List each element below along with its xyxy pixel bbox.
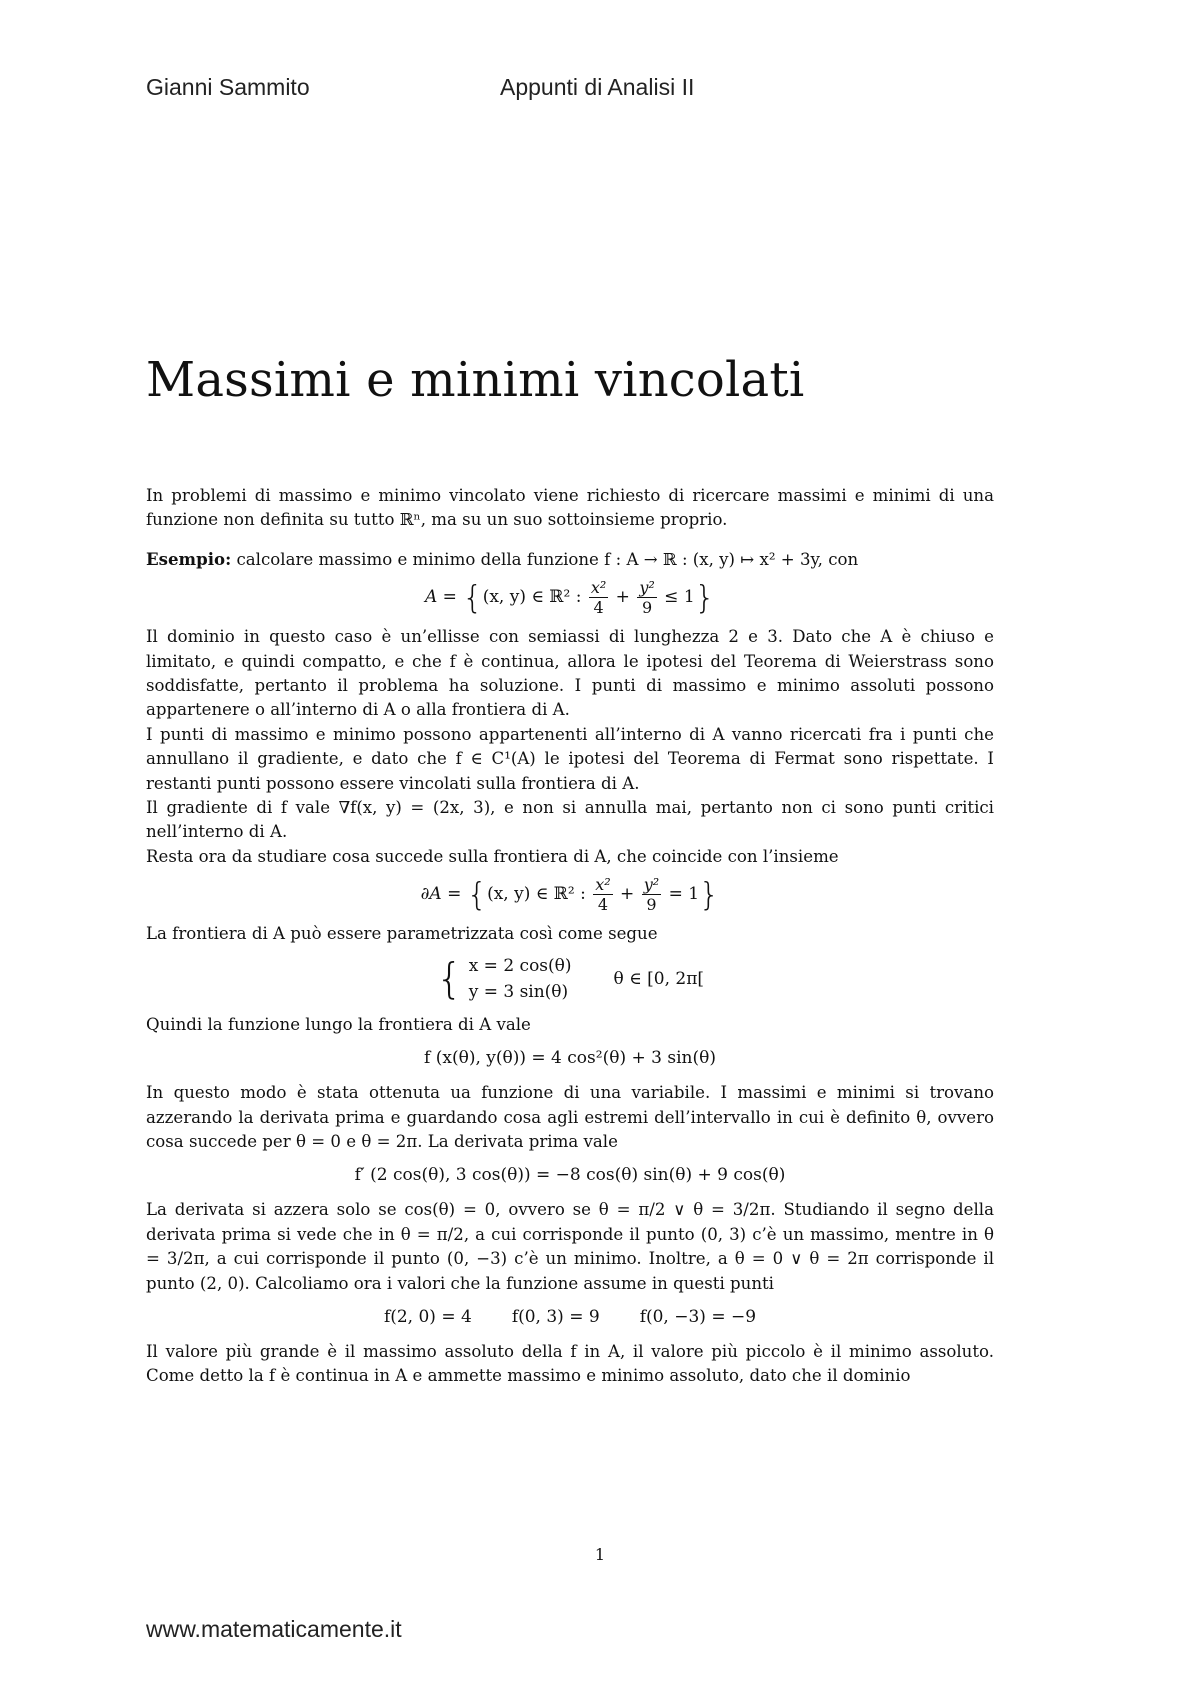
equation-derivative: f′ (2 cos(θ), 3 cos(θ)) = −8 cos(θ) sin(θ) + 9 cos(θ) [354, 1165, 786, 1186]
value-f-0-minus3: f(0, −3) = −9 [639, 1306, 757, 1327]
document-body [146, 484, 994, 1389]
fraction-y [642, 875, 661, 914]
fraction-y [637, 578, 656, 617]
fraction-y-numerator: y² [643, 875, 660, 895]
parametric-system [436, 953, 704, 1005]
header-course-title: Appunti di Analisi II [500, 74, 695, 100]
fraction-x-denominator: 4 [593, 598, 604, 618]
fraction-x-numerator: x² [595, 875, 611, 895]
boundary-function-paragraph: Quindi la funzione lungo la frontiera di A vale [146, 1014, 531, 1034]
zero-derivative-paragraph: La derivata si azzera solo se cos(θ) = 0, ovvero se θ = π/2 ∨ θ = 3/2π. Studiando il segno della derivata prima si vede che in θ = π/2, a cui corrisponde il punto (0, 3) c’è un massimo, mentre in θ = 3/2π, a cui corrisponde il punto (0, −3) c’è un minimo. Inoltre, a θ = 0 ∨ θ = 2π corrisponde il punto (2, 0). Calcoliamo ora i valori che la funzione assume in questi punti [146, 1200, 994, 1293]
set-a-prefix: A = [424, 587, 463, 608]
footer-url: www.matematicamente.it [146, 1616, 402, 1642]
param-y-row: y = 3 sin(θ) [468, 981, 569, 1002]
parametrization-paragraph: La frontiera di A può essere parametrizzata così come segue [146, 924, 658, 944]
value-f-2-0: f(2, 0) = 4 [383, 1306, 472, 1327]
fraction-x [593, 875, 612, 914]
set-da-suffix: = 1 [663, 884, 700, 905]
fraction-y-numerator: y² [639, 578, 655, 598]
set-a-suffix: ≤ 1 [658, 587, 695, 608]
header-author: Gianni Sammito [146, 74, 310, 100]
system-rows [469, 953, 572, 1005]
fraction-x-denominator: 4 [597, 895, 609, 915]
equation-boundary-function: f (x(θ), y(θ)) = 4 cos²(θ) + 3 sin(θ) [424, 1048, 716, 1069]
fraction-x [589, 578, 608, 617]
plus-sign: + [610, 587, 636, 608]
value-f-0-3: f(0, 3) = 9 [511, 1306, 600, 1327]
fraction-y-denominator: 9 [646, 895, 657, 915]
final-paragraph: Il valore più grande è il massimo assoluto della f in A, il valore più piccolo è il minimo assoluto. Come detto la f è continua in A e ammette massimo e minimo assoluto, dato che il dominio [146, 1341, 994, 1386]
gradient-paragraph: Il gradiente di f vale ∇f(x, y) = (2x, 3), e non si annulla mai, pertanto non ci sono punti critici nell’interno di A. [146, 798, 994, 842]
set-a-body: (x, y) ∈ ℝ² : [482, 587, 587, 608]
equation-set-a [146, 578, 994, 617]
example-label: Esempio: [146, 548, 232, 569]
equation-boundary-set [146, 875, 994, 914]
right-brace: } [699, 875, 720, 914]
fraction-y-denominator: 9 [641, 598, 653, 618]
boundary-intro-paragraph: Resta ora da studiare cosa succede sulla frontiera di A, che coincide con l’insieme [146, 846, 839, 866]
intro-paragraph: In problemi di massimo e minimo vincolato viene richiesto di ricercare massimi e minimi di una funzione non definita su tutto ℝⁿ, ma su un suo sottoinsieme proprio. [146, 486, 994, 530]
left-brace: { [466, 875, 488, 914]
equation-values [146, 1302, 994, 1332]
page-number: 1 [594, 1545, 606, 1564]
param-domain: θ ∈ [0, 2π[ [613, 968, 705, 989]
interior-paragraph: I punti di massimo e minimo possono appartenenti all’interno di A vanno ricercati fra i punti che annullano il gradiente, e dato che f ∈ C¹(A) le ipotesi del Teorema di Fermat sono rispettate. I restanti punti possono essere vincolati sulla frontiera di A. [146, 724, 994, 793]
example-text: calcolare massimo e minimo della funzione f : A → ℝ : (x, y) ↦ x² + 3y, con [231, 549, 859, 569]
page-title: Massimi e minimi vincolati [146, 352, 805, 408]
set-da-body: (x, y) ∈ ℝ² : [487, 884, 592, 905]
fraction-x-numerator: x² [590, 578, 607, 598]
one-variable-paragraph: In questo modo è stata ottenuta ua funzione di una variabile. I massimi e minimi si trovano azzerando la derivata prima e guardando cosa agli estremi dell’intervallo in cui è definito θ, ovvero cosa succede per θ = 0 e θ = 2π. La derivata prima vale [146, 1083, 994, 1151]
param-x-row: x = 2 cos(θ) [468, 955, 572, 976]
set-da-prefix: ∂A = [420, 884, 467, 905]
right-brace: } [694, 578, 716, 617]
example-paragraph [146, 547, 994, 572]
system-brace: { [435, 953, 463, 1003]
plus-sign: + [614, 884, 640, 905]
domain-paragraph: Il dominio in questo caso è un’ellisse con semiassi di lunghezza 2 e 3. Dato che A è chiuso e limitato, e quindi compatto, e che f è continua, allora le ipotesi del Teorema di Weierstrass sono soddisfatte, pertanto il problema ha soluzione. I punti di massimo e minimo assoluti possono appartenere o all’interno di A o alla frontiera di A. [146, 627, 994, 720]
equation-parametrization [146, 953, 994, 1005]
left-brace: { [462, 578, 483, 617]
